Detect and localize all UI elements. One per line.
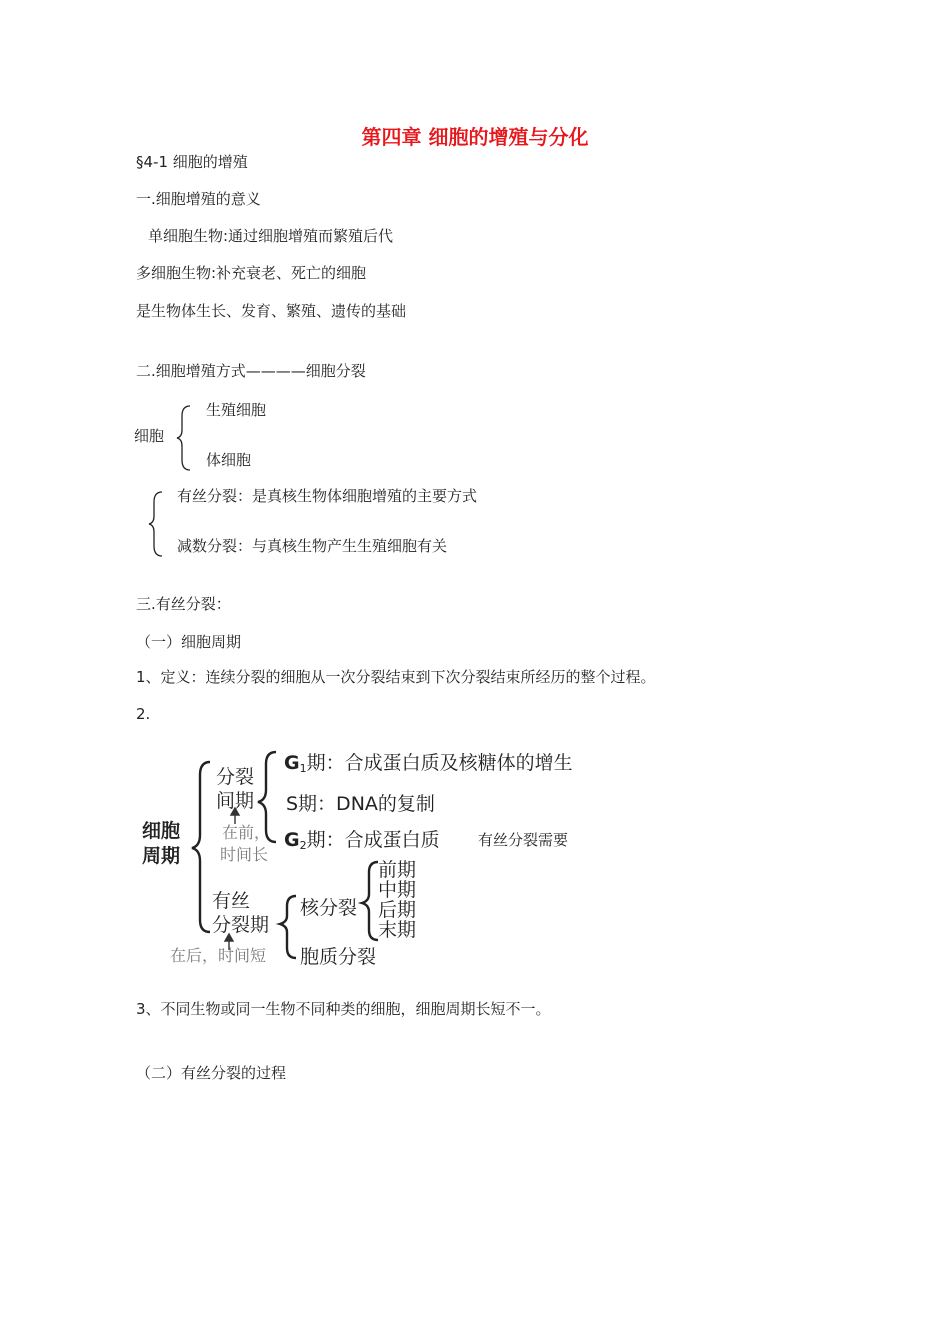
definition-item: 1、定义：连续分裂的细胞从一次分裂结束到下次分裂结束所经历的整个过程。 [136, 668, 656, 686]
mitotic-brace [280, 896, 296, 958]
karyokinesis-label: 核分裂 [300, 897, 358, 919]
cell-label: 细胞 [134, 427, 165, 445]
phase-item: 末期 [378, 919, 417, 941]
mitotic-label: 分裂期 [212, 914, 270, 936]
list-item: 3、不同生物或同一生物不同种类的细胞，细胞周期长短不一。 [136, 1000, 551, 1018]
division-type: 减数分裂：与真核生物产生生殖细胞有关 [177, 537, 448, 555]
phase-brace [362, 862, 378, 940]
part1-line: 是生物体生长、发育、繁殖、遗传的基础 [136, 302, 407, 320]
page-title: 第四章 细胞的增殖与分化 [361, 125, 589, 149]
part1-heading: 一.细胞增殖的意义 [136, 190, 261, 208]
list-item-number: 2. [136, 705, 151, 723]
mitotic-label: 有丝 [212, 890, 251, 912]
interphase-note: 时间长 [220, 845, 269, 864]
division-type: 有丝分裂：是真核生物体细胞增殖的主要方式 [177, 487, 478, 505]
phase-item: 前期 [378, 859, 417, 881]
part1-line: 单细胞生物:通过细胞增殖而繁殖后代 [148, 227, 394, 245]
mitotic-note: 在后，时间短 [170, 946, 267, 965]
phase-item: 中期 [378, 879, 417, 901]
interphase-label: 分裂 [216, 766, 255, 788]
part1-line: 多细胞生物:补充衰老、死亡的细胞 [136, 264, 367, 282]
part3-heading: 三.有丝分裂： [136, 595, 231, 613]
g1-phase: $G_1$期：合成蛋白质及核糖体的增生 [284, 752, 573, 775]
subsection-heading: （二）有丝分裂的过程 [136, 1064, 287, 1082]
cell-type: 体细胞 [206, 451, 252, 469]
side-note: 有丝分裂需要 [478, 831, 569, 849]
diagram-root-line: 周期 [142, 845, 181, 867]
phase-item: 后期 [378, 899, 417, 921]
diagram-root-line: 细胞 [142, 820, 181, 842]
subsection-heading: （一）细胞周期 [136, 633, 242, 651]
interphase-note: 在前， [222, 823, 271, 842]
interphase-label: 间期 [216, 790, 255, 812]
cytokinesis-label: 胞质分裂 [300, 946, 377, 968]
s-phase: S期：DNA的复制 [286, 793, 435, 815]
g2-phase: $G_2$期：合成蛋白质 [284, 829, 440, 852]
cell-type: 生殖细胞 [206, 401, 267, 419]
root-brace [192, 762, 210, 932]
section-heading: §4-1 细胞的增殖 [136, 153, 248, 171]
part2-heading: 二.细胞增殖方式————细胞分裂 [136, 362, 366, 380]
